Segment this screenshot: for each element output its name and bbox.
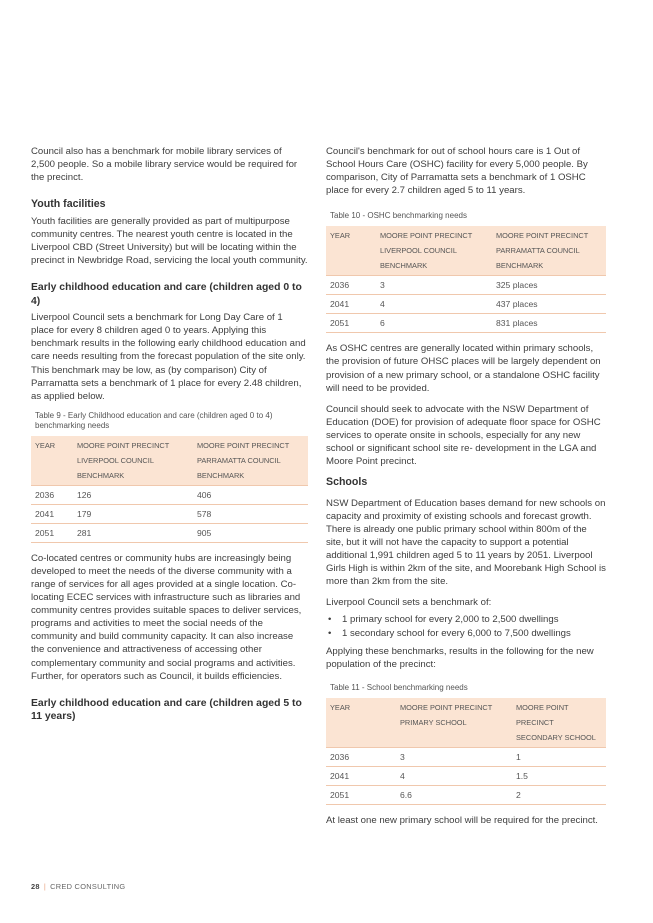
table-10-header-liverpool-line1: MOORE POINT PRECINCT <box>380 231 473 241</box>
colocated-centres-paragraph: Co-located centres or community hubs are increasingly being developed to meet the needs of the diverse community with a range of services for all ages provided at a single location. Co-locating ECEC services with infrastructure such as libraries and community centres provides suitable spaces to deliver services, programs and activities to meet the social needs of the community and build community capacity. It can also increase the convenience and attractiveness of accessing other complementary community and social programs and activities. Further, for operators such as Council, it builds efficiencies. <box>31 552 302 682</box>
footer-separator: | <box>43 882 47 891</box>
benchmark-list <box>326 613 606 640</box>
table-11-header-primary <box>396 698 512 748</box>
table-11-header-secondary <box>512 698 606 748</box>
table-row <box>326 276 606 295</box>
table-9-header-liverpool-line2: LIVERPOOL COUNCIL BENCHMARK <box>77 455 154 480</box>
ecec-0-4-paragraph: Liverpool Council sets a benchmark for Long Day Care of 1 place for every 8 children aged 0 to years. Applying this benchmark results in the following early childhood education and care needs resulting from the forecast population of the site only. This benchmark may be low, as (by comparison) City of Parramatta sets a benchmark of 1 place for every 2.48 children, as applied below. <box>31 312 306 402</box>
list-item-text: 1 primary school for every 2,000 to 2,500 dwellings <box>342 614 559 626</box>
table-cell: 4 <box>396 766 512 785</box>
table-cell: 281 <box>73 523 193 542</box>
list-item-text: 1 secondary school for every 6,000 to 7,500 dwellings <box>342 628 571 640</box>
table-11-caption: Table 11 - School benchmarking needs <box>330 682 468 692</box>
table-cell: 126 <box>73 485 193 504</box>
table-10-header-parramatta-line1: MOORE POINT PRECINCT <box>496 231 589 241</box>
table-cell: 2041 <box>326 766 396 785</box>
table-row <box>31 523 308 542</box>
table-cell: 4 <box>376 295 492 314</box>
table-cell: 2041 <box>31 504 73 523</box>
table-cell: 2036 <box>326 276 376 295</box>
oshc-advocacy-paragraph: Council should seek to advocate with the NSW Department of Education (DOE) for provision of adequate floor space for OSHC services to operate onsite in schools, especially for any new school or significant school site re- development in the LGA and Moore Point precinct. <box>326 403 601 468</box>
table-10-header-row <box>326 226 606 276</box>
table-row <box>326 766 606 785</box>
table-cell: 3 <box>376 276 492 295</box>
table-11-header-year: YEAR <box>330 702 351 712</box>
table-row <box>326 314 606 333</box>
ecec-5-11-heading: Early childhood education and care (children aged 5 to 11 years) <box>31 697 302 723</box>
schools-heading: Schools <box>326 476 368 489</box>
oshc-location-paragraph: As OSHC centres are generally located within primary schools, the provision of future OHSC places will be largely dependent on provision of a new primary school, or a standalone OSHC facility will need to be provided. <box>326 343 601 394</box>
bullet-icon: • <box>328 628 332 640</box>
table-cell: 6.6 <box>396 785 512 804</box>
table-9-header-year: YEAR <box>35 440 56 450</box>
table-cell: 831 places <box>492 314 606 333</box>
table-11-header-primary-line1: MOORE POINT PRECINCT <box>400 702 493 712</box>
right-column <box>326 145 606 835</box>
table-9-header-liverpool-line1: MOORE POINT PRECINCT <box>77 440 170 450</box>
table-row <box>326 785 606 804</box>
table-10-header-parramatta <box>492 226 606 276</box>
table-cell: 2051 <box>326 314 376 333</box>
table-10-caption: Table 10 - OSHC benchmarking needs <box>330 211 467 221</box>
table-11-header-primary-line2: PRIMARY SCHOOL <box>400 717 467 727</box>
table-cell: 406 <box>193 485 308 504</box>
table-9-header-liverpool <box>73 436 193 486</box>
table-cell: 2051 <box>31 523 73 542</box>
list-item <box>328 613 606 627</box>
page-footer <box>31 882 125 891</box>
table-row <box>31 485 308 504</box>
table-cell: 1.5 <box>512 766 606 785</box>
table-9-header-row <box>31 436 308 486</box>
table-cell: 2051 <box>326 785 396 804</box>
mobile-library-paragraph: Council also has a benchmark for mobile library services of 2,500 people. So a mobile library service would be required for the precinct. <box>31 146 298 184</box>
table-11-header-row <box>326 698 606 748</box>
table-cell: 578 <box>193 504 308 523</box>
schools-paragraph: NSW Department of Education bases demand for new schools on capacity and proximity of existing schools and forecast growth. There is already one public primary school within 800m of the site, but it will not have the capacity to support a potential additional 1,991 children aged 5 to 11 years by 2051. Liverpool Girls High is within 2km of the site, and Moorebank High School is more than 2km from the site. <box>326 497 606 588</box>
table-10 <box>326 226 606 333</box>
table-cell: 1 <box>512 747 606 766</box>
table-10-header-parramatta-line2: PARRAMATTA COUNCIL BENCHMARK <box>496 246 580 271</box>
table-9-caption: Table 9 - Early Childhood education and care (children aged 0 to 4) benchmarking needs <box>35 410 273 430</box>
table-9 <box>31 436 308 543</box>
table-11-header-secondary-line2: SECONDARY SCHOOL <box>516 732 596 742</box>
table-row <box>31 504 308 523</box>
table-cell: 2036 <box>326 747 396 766</box>
table-cell: 2041 <box>326 295 376 314</box>
oshc-benchmark-paragraph: Council's benchmark for out of school hours care is 1 Out of School Hours Care (OSHC) facility for every 5,000 people. By comparison, City of Parramatta sets a benchmark of 1 OSHC place for every 2.7 children aged 5 to 11 years. <box>326 146 588 197</box>
left-column <box>31 145 308 727</box>
table-9-header-parramatta <box>193 436 308 486</box>
table-cell: 179 <box>73 504 193 523</box>
table-10-header-year: YEAR <box>330 231 351 241</box>
footer-org: CRED CONSULTING <box>50 882 126 891</box>
ecec-0-4-heading: Early childhood education and care (children aged 0 to 4) <box>31 282 302 307</box>
table-10-header-liverpool-line2: LIVERPOOL COUNCIL BENCHMARK <box>380 246 457 271</box>
page-number: 28 <box>31 882 40 891</box>
table-cell: 437 places <box>492 295 606 314</box>
table-9-header-parramatta-line1: MOORE POINT PRECINCT <box>197 440 290 450</box>
applying-benchmarks-paragraph: Applying these benchmarks, results in the following for the new population of the precinct: <box>326 645 594 670</box>
table-cell: 3 <box>396 747 512 766</box>
table-cell: 2 <box>512 785 606 804</box>
table-cell: 2036 <box>31 485 73 504</box>
closing-paragraph: At least one new primary school will be required for the precinct. <box>326 814 598 826</box>
table-row <box>326 747 606 766</box>
benchmark-intro: Liverpool Council sets a benchmark of: <box>326 597 492 609</box>
youth-facilities-paragraph: Youth facilities are generally provided as part of multipurpose community centres. The nearest youth centre is located in the Liverpool CBD (Street University) but will be locating within the precinct in Newbridge Road, servicing the local youth community. <box>31 215 308 267</box>
bullet-icon: • <box>328 614 332 626</box>
youth-facilities-heading: Youth facilities <box>31 198 106 211</box>
table-11 <box>326 698 606 805</box>
table-9-header-parramatta-line2: PARRAMATTA COUNCIL BENCHMARK <box>197 455 281 480</box>
table-cell: 325 places <box>492 276 606 295</box>
table-row <box>326 295 606 314</box>
table-cell: 6 <box>376 314 492 333</box>
table-10-header-liverpool <box>376 226 492 276</box>
table-cell: 905 <box>193 523 308 542</box>
table-11-header-secondary-line1: MOORE POINT PRECINCT <box>516 702 569 727</box>
list-item <box>328 627 606 641</box>
